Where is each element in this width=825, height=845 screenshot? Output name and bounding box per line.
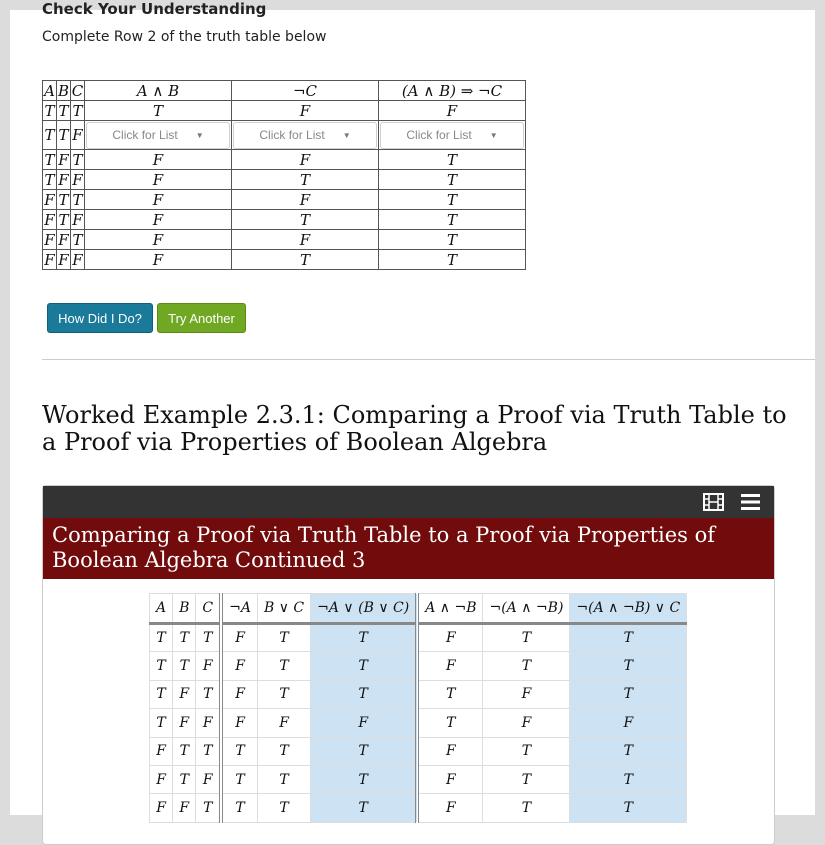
table-cell: F <box>221 652 257 680</box>
table-cell: F <box>232 190 379 210</box>
chevron-down-icon: ▼ <box>489 130 498 140</box>
table-cell: T <box>72 190 83 209</box>
answer-select-not-c[interactable] <box>233 122 377 149</box>
table-cell: F <box>196 765 221 793</box>
table-cell: F <box>85 210 232 230</box>
table-cell: T <box>221 737 257 765</box>
table-cell: F <box>173 794 196 822</box>
table-cell: F <box>232 150 379 170</box>
table-cell: F <box>72 170 83 189</box>
table-cell: F <box>85 250 232 270</box>
page <box>10 0 815 817</box>
table-cell: F <box>221 709 257 737</box>
answer-select-implication[interactable] <box>380 122 524 149</box>
table-cell: F <box>221 624 257 652</box>
table-cell: T <box>232 210 379 230</box>
table-cell: T <box>570 680 687 708</box>
section-divider <box>42 359 815 360</box>
table-cell: T <box>257 652 310 680</box>
table-cell: T <box>257 737 310 765</box>
table-cell: T <box>379 250 526 270</box>
table-cell: T <box>311 737 418 765</box>
check-understanding-title: Check Your Understanding <box>42 0 267 18</box>
select-placeholder: Click for List <box>406 128 472 142</box>
table-row <box>43 230 526 250</box>
table-cell <box>232 121 379 150</box>
table-cell: F <box>44 230 55 249</box>
table-cell: T <box>483 794 570 822</box>
header-cell: B <box>173 594 196 624</box>
table-cell: T <box>379 170 526 190</box>
table-cell: T <box>311 680 418 708</box>
table-cell <box>379 121 526 150</box>
table-cell: F <box>44 190 55 209</box>
menu-icon[interactable] <box>740 493 761 511</box>
table-cell: T <box>44 150 55 169</box>
table-row <box>43 210 526 230</box>
table-row <box>150 794 687 822</box>
table-cell: T <box>417 680 483 708</box>
table-cell: T <box>85 101 232 121</box>
table-cell: F <box>232 230 379 250</box>
answer-select-a-and-b[interactable] <box>86 122 230 149</box>
table-cell: T <box>379 230 526 250</box>
table-cell: T <box>257 624 310 652</box>
table-cell: T <box>173 652 196 680</box>
table-cell: F <box>417 652 483 680</box>
table-cell: F <box>173 709 196 737</box>
chevron-down-icon: ▼ <box>195 130 204 140</box>
example-panel <box>42 485 775 845</box>
select-placeholder: Click for List <box>112 128 178 142</box>
table-cell: F <box>483 709 570 737</box>
table-cell: F <box>44 250 55 269</box>
table-cell: T <box>173 624 196 652</box>
table-cell <box>85 121 232 150</box>
table-cell: T <box>150 624 173 652</box>
table-cell: T <box>150 680 173 708</box>
how-did-i-do-button[interactable]: How Did I Do? <box>47 303 153 333</box>
table-cell: T <box>257 765 310 793</box>
table-cell: F <box>85 150 232 170</box>
boolean-truth-table <box>149 593 687 823</box>
table-cell: F <box>72 250 83 269</box>
table-cell: T <box>196 737 221 765</box>
header-cell: C <box>71 81 84 100</box>
table-row <box>43 101 526 121</box>
table-cell: F <box>257 709 310 737</box>
header-cell: A ∧ ¬B <box>417 594 483 624</box>
table-cell: T <box>570 794 687 822</box>
table-cell: T <box>417 709 483 737</box>
table-cell: T <box>311 624 418 652</box>
header-cell: C <box>196 594 221 624</box>
table-cell: T <box>58 101 69 120</box>
table-header-row <box>43 81 526 101</box>
table-row <box>150 624 687 652</box>
header-cell: B <box>57 81 70 100</box>
table-cell: F <box>58 250 69 269</box>
table-row <box>150 765 687 793</box>
table-cell: T <box>43 121 57 150</box>
table-cell: T <box>58 190 69 209</box>
header-cell: ¬(A ∧ ¬B) ∨ C <box>570 594 687 624</box>
filmstrip-icon[interactable] <box>703 493 724 511</box>
table-cell: F <box>150 794 173 822</box>
table-cell: T <box>232 170 379 190</box>
table-cell: F <box>570 709 687 737</box>
table-row <box>43 250 526 270</box>
panel-heading: Comparing a Proof via Truth Table to a Proof via Properties of Boolean Algebra Continued 3 <box>43 518 774 579</box>
table-cell: T <box>150 709 173 737</box>
table-cell: F <box>417 737 483 765</box>
chevron-down-icon: ▼ <box>342 130 351 140</box>
table-cell: F <box>417 765 483 793</box>
table-cell: F <box>221 680 257 708</box>
header-cell: ¬A <box>221 594 257 624</box>
table-cell: T <box>57 121 71 150</box>
table-cell: T <box>379 190 526 210</box>
table-cell: F <box>196 709 221 737</box>
boolean-table-body <box>150 624 687 823</box>
panel-toolbar <box>43 486 774 518</box>
table-cell: T <box>483 652 570 680</box>
header-cell: A <box>44 81 55 100</box>
table-cell: F <box>417 624 483 652</box>
worked-example-title: Worked Example 2.3.1: Comparing a Proof via Truth Table to a Proof via Properties of Boolean Algebra <box>42 401 787 456</box>
header-cell: (A ∧ B) ⇒ ¬C <box>379 81 526 101</box>
table-cell: T <box>173 765 196 793</box>
table-row <box>150 652 687 680</box>
table-cell: T <box>379 150 526 170</box>
table-cell: T <box>196 680 221 708</box>
table-cell: F <box>44 210 55 229</box>
header-cell: ¬C <box>232 81 379 101</box>
table-cell: T <box>196 794 221 822</box>
table-row <box>150 680 687 708</box>
table-row <box>150 737 687 765</box>
table-cell: T <box>311 652 418 680</box>
table-cell: T <box>570 737 687 765</box>
table-cell: F <box>72 210 83 229</box>
table-cell: F <box>85 190 232 210</box>
header-cell: ¬(A ∧ ¬B) <box>483 594 570 624</box>
table-cell: T <box>257 794 310 822</box>
table-cell: F <box>311 709 418 737</box>
header-cell: ¬A ∨ (B ∨ C) <box>311 594 418 624</box>
header-cell: A ∧ B <box>85 81 232 101</box>
table-cell: T <box>232 250 379 270</box>
table-cell: T <box>221 794 257 822</box>
table-cell: T <box>570 652 687 680</box>
table-cell: T <box>58 210 69 229</box>
header-cell: B ∨ C <box>257 594 310 624</box>
table-cell: T <box>72 230 83 249</box>
try-another-button[interactable]: Try Another <box>157 303 246 333</box>
table-cell: T <box>379 210 526 230</box>
table-row <box>43 170 526 190</box>
check-instruction: Complete Row 2 of the truth table below <box>42 29 327 45</box>
table-cell: T <box>483 624 570 652</box>
table-cell: T <box>72 150 83 169</box>
table-row <box>150 709 687 737</box>
table-row <box>43 190 526 210</box>
table-cell: T <box>196 624 221 652</box>
table-cell: F <box>58 150 69 169</box>
table-header-row <box>150 594 687 624</box>
table-cell: T <box>72 101 83 120</box>
table-cell: F <box>85 230 232 250</box>
table-row <box>43 150 526 170</box>
table-cell: T <box>311 794 418 822</box>
table-cell: F <box>58 170 69 189</box>
table-cell: F <box>232 101 379 121</box>
table-cell: T <box>173 737 196 765</box>
quiz-truth-table <box>42 80 526 270</box>
table-cell: F <box>58 230 69 249</box>
table-cell: T <box>44 101 55 120</box>
table-cell: F <box>71 121 85 150</box>
table-cell: F <box>85 170 232 190</box>
table-cell: T <box>483 765 570 793</box>
table-cell: F <box>483 680 570 708</box>
table-cell: F <box>150 765 173 793</box>
table-cell: T <box>483 737 570 765</box>
table-cell: T <box>150 652 173 680</box>
table-cell: F <box>150 737 173 765</box>
header-cell: A <box>150 594 173 624</box>
table-cell: F <box>173 680 196 708</box>
table-cell: F <box>379 101 526 121</box>
table-cell: T <box>257 680 310 708</box>
table-cell: F <box>196 652 221 680</box>
table-cell: T <box>44 170 55 189</box>
table-row-answer <box>43 121 526 150</box>
table-cell: T <box>311 765 418 793</box>
table-cell: T <box>570 624 687 652</box>
table-cell: T <box>221 765 257 793</box>
select-placeholder: Click for List <box>259 128 325 142</box>
table-cell: F <box>417 794 483 822</box>
table-cell: T <box>570 765 687 793</box>
